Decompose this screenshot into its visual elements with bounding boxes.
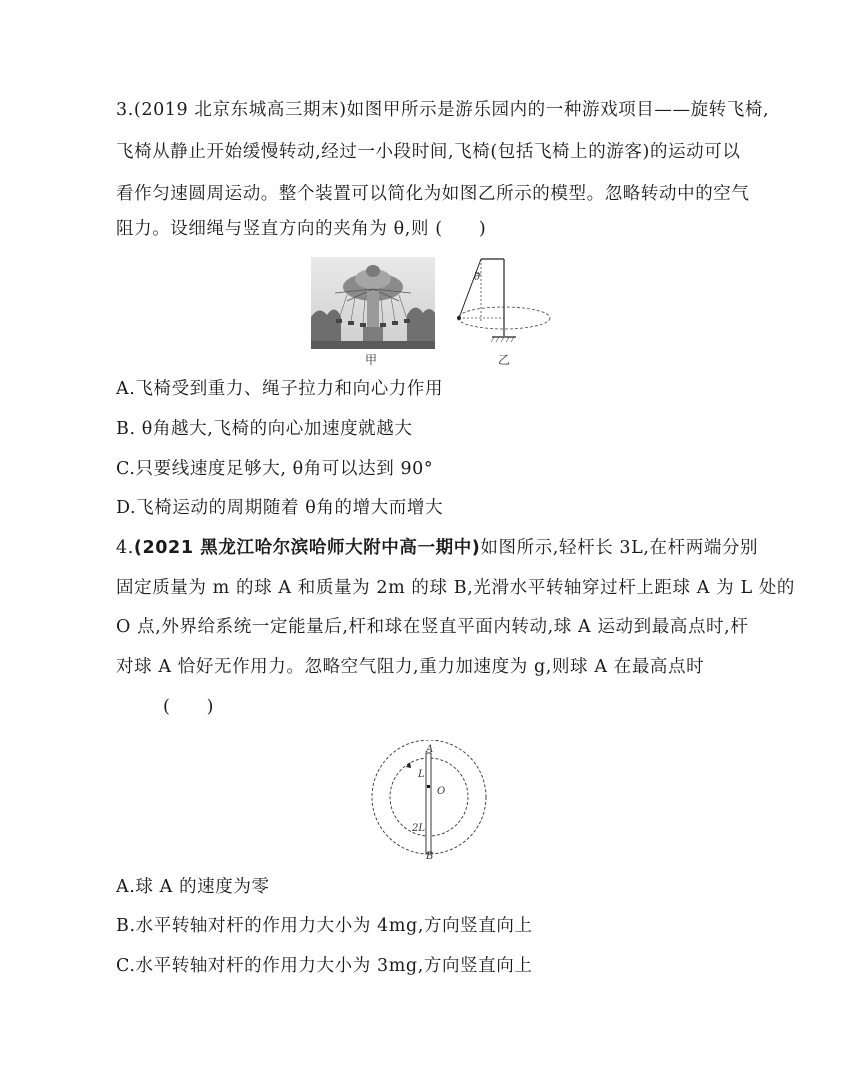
q4-answer-blank: ( ) xyxy=(163,697,215,717)
q3-line-1 xyxy=(116,99,769,121)
figure-caption-yi: 乙 xyxy=(498,353,511,367)
label-length-l: L xyxy=(418,769,425,780)
q4-option-a: A.球 A 的速度为零 xyxy=(116,877,270,897)
q4-line-4: 对球 A 恰好无作用力。忽略空气阻力,重力加速度为 g,则球 A 在最高点时 xyxy=(116,657,705,677)
figure-caption-jia: 甲 xyxy=(365,353,378,367)
label-pivot-o: O xyxy=(437,786,446,797)
q3-number: 3. xyxy=(116,100,134,120)
q3-text-1: 如图甲所示是游乐园内的一种游戏项目——旋转飞椅, xyxy=(346,100,770,120)
q4-line-2: 固定质量为 m 的球 A 和质量为 2m 的球 B,光滑水平转轴穿过杆上距球 A 为 L 处的 xyxy=(116,578,796,598)
q3-option-a: A.飞椅受到重力、绳子拉力和向心力作用 xyxy=(116,379,444,399)
q4-source: (2021 黑龙江哈尔滨哈师大附中高一期中) xyxy=(133,538,481,558)
q4-option-c: C.水平转轴对杆的作用力大小为 3mg,方向竖直向上 xyxy=(116,956,533,976)
q3-line-3: 看作匀速圆周运动。整个装置可以简化为如图乙所示的模型。忽略转动中的空气 xyxy=(116,184,750,204)
label-ball-a: A xyxy=(426,744,434,755)
swing-ride-photo xyxy=(311,257,435,349)
q3-line-4: 阻力。设细绳与竖直方向的夹角为 θ,则 ( ) xyxy=(116,219,487,239)
figure-theta-label: θ xyxy=(474,272,481,283)
q4-number: 4. xyxy=(116,538,134,558)
q3-line-2: 飞椅从静止开始缓慢转动,经过一小段时间,飞椅(包括飞椅上的游客)的运动可以 xyxy=(116,142,741,162)
q4-option-b: B.水平转轴对杆的作用力大小为 4mg,方向竖直向上 xyxy=(116,916,533,936)
q4-line-3: O 点,外界给系统一定能量后,杆和球在竖直平面内转动,球 A 运动到最高点时,杆 xyxy=(116,617,749,637)
q3-option-b: B. θ角越大,飞椅的向心加速度就越大 xyxy=(116,419,413,439)
label-ball-b: B xyxy=(426,851,434,862)
q3-option-d: D.飞椅运动的周期随着 θ角的增大而增大 xyxy=(116,498,444,518)
q3-source: (2019 北京东城高三期末) xyxy=(133,100,347,120)
q4-line-1 xyxy=(116,537,758,559)
swing-model-diagram xyxy=(452,254,562,350)
q3-option-c: C.只要线速度足够大, θ角可以达到 90° xyxy=(116,459,434,479)
q4-text-1: 如图所示,轻杆长 3L,在杆两端分别 xyxy=(480,538,759,558)
rotating-rod-diagram xyxy=(340,740,520,865)
label-length-2l: 2L xyxy=(412,823,426,834)
